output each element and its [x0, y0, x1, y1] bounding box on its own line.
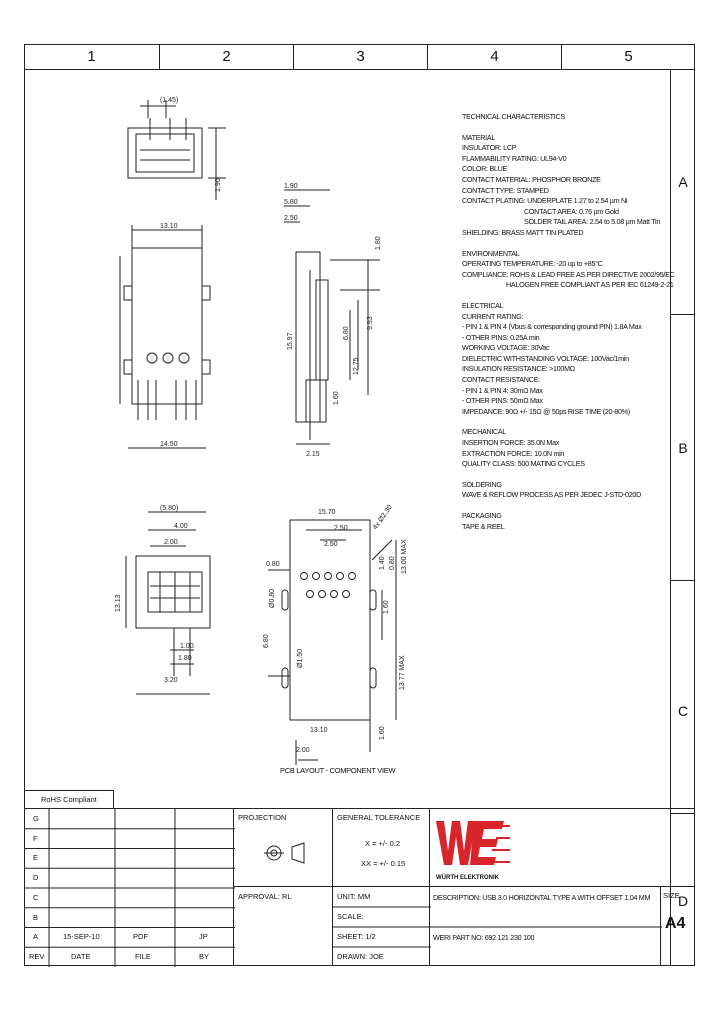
- by-header: BY: [199, 952, 210, 961]
- pcb-layout-caption: PCB LAYOUT - COMPONENT VIEW: [280, 766, 396, 775]
- rev-a-date: 15-SEP-10: [63, 932, 100, 941]
- tech-solder-tail: SOLDER TAIL AREA: 2.54 to 5.08 µm Matt Tin: [524, 217, 661, 227]
- dim-label: 2.50: [324, 541, 338, 548]
- rev-letter: A: [33, 932, 39, 941]
- dim-label: 3.20: [164, 677, 178, 684]
- dim-label: 4.00: [174, 523, 188, 530]
- dim-label: 2.50: [334, 525, 348, 532]
- tolerance-x: X = +/- 0.2: [365, 839, 401, 848]
- rev-letter: E: [33, 853, 39, 862]
- dim-label: 1.60: [379, 726, 386, 740]
- size-value: A4: [665, 915, 686, 932]
- tech-environmental: ENVIRONMENTAL: [462, 248, 520, 258]
- row-header-b: B: [670, 314, 695, 580]
- dim-label: 1.60: [383, 600, 390, 614]
- column-header-2: 2: [160, 44, 294, 70]
- revision-table: [24, 808, 234, 966]
- rohs-label: RoHS Compliant: [41, 795, 97, 804]
- dim-label: (5.80): [160, 505, 179, 512]
- tech-working-voltage: WORKING VOLTAGE: 30Vac: [462, 343, 550, 353]
- dim-label: 14.50: [160, 441, 178, 448]
- column-header-4: 4: [428, 44, 562, 70]
- dim-label: Ø0.80: [269, 588, 276, 608]
- projection-label: PROJECTION: [238, 813, 287, 822]
- revision-grid: [25, 809, 235, 967]
- approval-label: APPROVAL: RL: [238, 892, 292, 901]
- tech-compliance: COMPLIANCE: ROHS & LEAD FREE AS PER DIRECTIVE 2002/95/EC: [462, 269, 675, 279]
- date-header: DATE: [71, 952, 91, 961]
- rev-header: REV: [29, 952, 45, 961]
- rev-a-by: JP: [199, 932, 208, 941]
- dim-label: 2.15: [306, 451, 320, 458]
- tech-packaging: PACKAGING: [462, 511, 502, 520]
- part-number: WERI PART NO: 692 121 230 100: [433, 933, 535, 942]
- unit-label: UNIT: MM: [337, 892, 371, 901]
- tech-other-resistance: - OTHER PINS: 50mΩ Max: [462, 396, 543, 406]
- wurth-logo-icon: [434, 815, 514, 875]
- pcb-layout-view: [268, 520, 396, 765]
- dim-label: Ø1.50: [297, 648, 304, 668]
- tech-operating-temp: OPERATING TEMPERATURE: -20 up to +85°C: [462, 259, 603, 269]
- column-header-1: 1: [24, 44, 160, 70]
- dim-label: 15.70: [318, 509, 336, 516]
- rev-letter: G: [33, 814, 39, 823]
- tech-electrical: ELECTRICAL: [462, 300, 504, 310]
- tech-contact-type: CONTACT TYPE: STAMPED: [462, 185, 549, 195]
- tech-extraction: EXTRACTION FORCE: 10.0N min: [462, 448, 565, 458]
- size-label: SIZE: [663, 891, 680, 900]
- dim-label: 2.50: [284, 215, 298, 222]
- size-box: [660, 886, 695, 966]
- dim-label: 1.90: [284, 183, 298, 190]
- dim-label: 2.00: [296, 747, 310, 754]
- description-text: DESCRIPTION: USB 3.0 HORIZONTAL TYPE A WITH OFFSET 1.04 MM: [433, 893, 651, 902]
- tolerance-box: [332, 808, 430, 887]
- tech-insulator: INSULATOR: LCP: [462, 143, 517, 153]
- dim-label: 9.93: [367, 316, 374, 330]
- tech-color: COLOR: BLUE: [462, 164, 508, 174]
- rev-letter: F: [33, 834, 38, 843]
- logo-text: WÜRTH ELEKTRONIK: [436, 875, 499, 881]
- dim-label: 1.90: [215, 178, 222, 192]
- tech-contact-area: CONTACT AREA: 0.76 µm Gold: [524, 206, 619, 216]
- dim-label: 6.80: [343, 326, 350, 340]
- column-header-3: 3: [294, 44, 428, 70]
- tech-pin-resistance: - PIN 1 & PIN 4: 30mΩ Max: [462, 385, 543, 395]
- dim-label: 4x Ø2.30: [371, 503, 394, 532]
- tech-impedance: IMPEDANCE: 90Ω +/- 15Ω @ 50ps RISE TIME (20-80%): [462, 406, 630, 416]
- file-header: FILE: [135, 952, 151, 961]
- dim-label: 1.40: [379, 556, 386, 570]
- dim-label: 13.00 MAX: [401, 539, 408, 574]
- approval-box: [233, 886, 333, 966]
- row-header-a: A: [670, 70, 695, 314]
- dim-label: 13.10: [310, 727, 328, 734]
- tolerance-xx: XX = +/- 0.15: [361, 859, 406, 868]
- dim-label: 13.10: [160, 223, 178, 230]
- tolerance-label: GENERAL TOLERANCE: [337, 813, 421, 822]
- dim-label: 13.13: [115, 594, 122, 612]
- rev-letter: C: [33, 893, 39, 902]
- rev-a-file: PDF: [133, 932, 148, 941]
- dimension-labels: [115, 97, 408, 754]
- tech-pin-current: - PIN 1 & PIN 4 (Vbus & corresponding ground PIN) 1.8A Max: [462, 322, 642, 332]
- dim-label: 5.80: [284, 199, 298, 206]
- sheet-label: SHEET: 1/2: [337, 932, 376, 941]
- tech-halogen: HALOGEN FREE COMPLIANT AS PER IEC 61249-2-21: [506, 280, 674, 290]
- row-header-d: D: [670, 813, 695, 966]
- dim-label: 0.80: [266, 561, 280, 568]
- tech-quality: QUALITY CLASS: 500 MATING CYCLES: [462, 459, 585, 469]
- description-box: [429, 886, 661, 966]
- tech-contact-resistance: CONTACT RESISTANCE:: [462, 375, 540, 385]
- front-view: [128, 100, 226, 200]
- tech-soldering: SOLDERING: [462, 479, 502, 489]
- top-view: [120, 225, 210, 448]
- dim-label: 2.00: [164, 539, 178, 546]
- drawn-label: DRAWN: JOE: [337, 952, 384, 961]
- dim-label: 1.80: [375, 236, 382, 250]
- dim-label: 13.77 MAX: [399, 655, 406, 690]
- unit-scale-box: [332, 886, 430, 966]
- projection-box: [233, 808, 333, 887]
- row-header-c: C: [670, 580, 695, 813]
- dim-label: 1.80: [178, 655, 192, 662]
- tech-contact-material: CONTACT MATERIAL: PHOSPHOR BRONZE: [462, 174, 601, 184]
- scale-label: SCALE:: [337, 912, 364, 921]
- tech-insertion: INSERTION FORCE: 35.0N Max: [462, 438, 560, 448]
- tech-current-rating: CURRENT RATING:: [462, 311, 524, 321]
- tech-flammability: FLAMMABILITY RATING: UL94-V0: [462, 153, 567, 163]
- tech-contact-plating: CONTACT PLATING: UNDERPLATE 1.27 to 2.54 µm Ni: [462, 196, 628, 206]
- dim-label: (1.45): [160, 97, 179, 104]
- tech-other-current: - OTHER PINS: 0.25A min: [462, 332, 540, 342]
- dim-label: 0.80: [389, 556, 396, 570]
- tech-wave: WAVE & REFLOW PROCESS AS PER JEDEC J-STD-020D: [462, 490, 642, 500]
- tech-insulation: INSULATION RESISTANCE: >100MΩ: [462, 364, 575, 374]
- tech-mechanical: MECHANICAL: [462, 427, 507, 437]
- dim-label: 6.80: [263, 634, 270, 648]
- tech-tape: TAPE & REEL: [462, 521, 505, 531]
- logo-box: [429, 808, 695, 887]
- rev-letter: B: [33, 913, 39, 922]
- tech-material: MATERIAL: [462, 132, 496, 142]
- dim-label: 1.60: [333, 391, 340, 405]
- rev-letter: D: [33, 873, 39, 882]
- tech-title: TECHNICAL CHARACTERISTICS: [462, 112, 565, 121]
- side-view: [284, 190, 380, 444]
- dim-label: 12.75: [353, 357, 360, 375]
- dim-label: 1.00: [180, 643, 194, 650]
- tech-shielding: SHIELDING: BRASS MATT TIN PLATED: [462, 227, 584, 237]
- dim-label: 15.97: [287, 332, 294, 350]
- projection-symbol-icon: [262, 839, 322, 869]
- rohs-box: [24, 790, 114, 808]
- column-header-5: 5: [562, 44, 695, 70]
- tech-dielectric: DIELECTRIC WITHSTANDING VOLTAGE: 100Vac/1min: [462, 353, 629, 363]
